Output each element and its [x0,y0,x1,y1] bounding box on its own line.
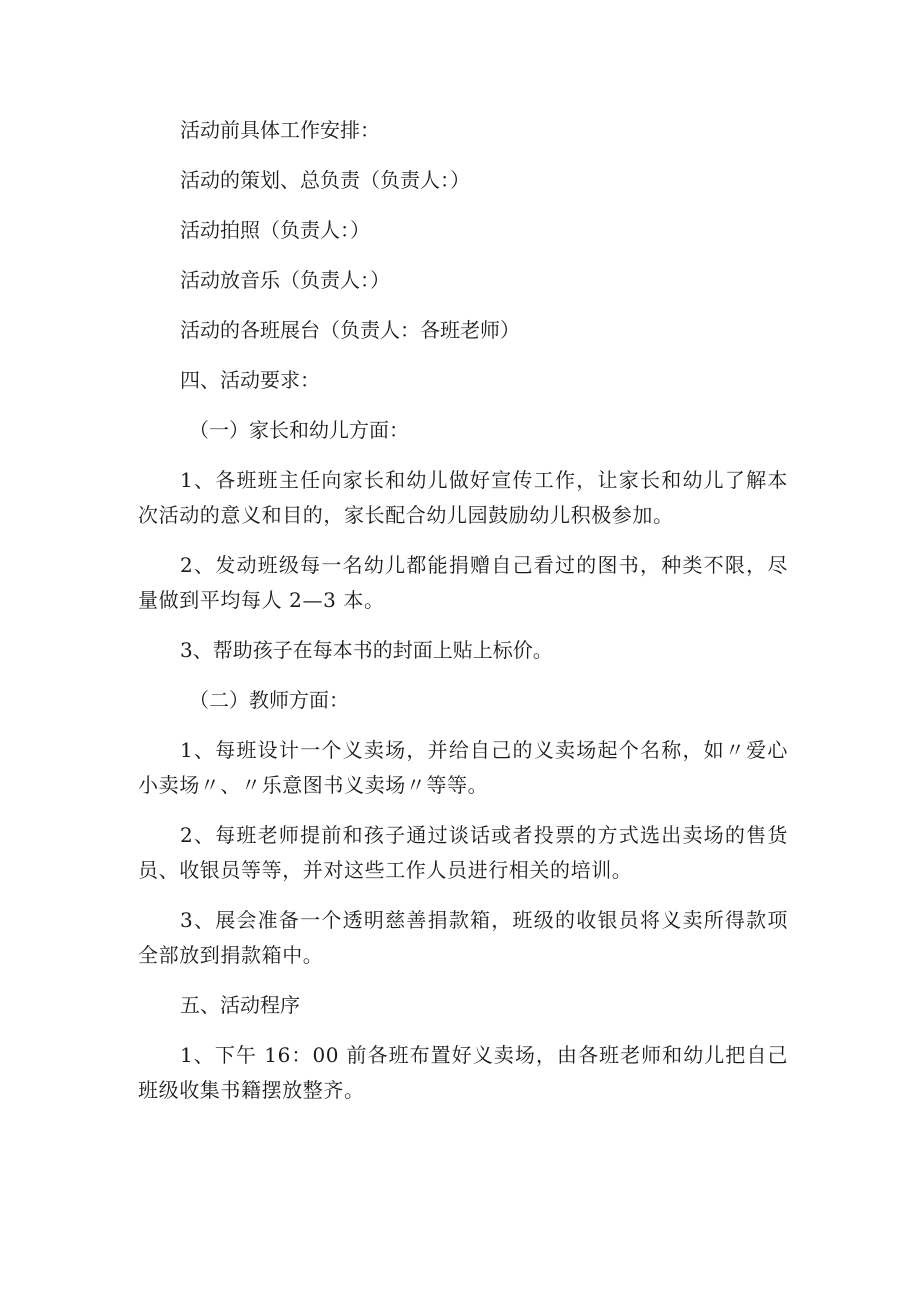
paragraph-teachers-item-3: 3、展会准备一个透明慈善捐款箱，班级的收银员将义卖所得款项全部放到捐款箱中。 [138,908,788,967]
paragraph-pre-activity-arrangements: 活动前具体工作安排： [180,118,380,142]
document-body [138,113,788,1123]
section-heading-procedure: 五、活动程序 [180,993,300,1017]
section-heading-requirements: 四、活动要求： [180,368,320,392]
paragraph-teachers-item-1: 1、每班设计一个义卖场，并给自己的义卖场起个名称，如〃爱心小卖场〃、〃乐意图书义卖场〃等等。 [138,738,788,797]
paragraph-class-booths: 活动的各班展台（负责人：各班老师） [180,318,520,342]
paragraph-procedure-item-1: 1、下午 16：00 前各班布置好义卖场，由各班老师和幼儿把自己班级收集书籍摆放整齐。 [138,1043,788,1102]
paragraph-parents-item-1: 1、各班班主任向家长和幼儿做好宣传工作，让家长和幼儿了解本次活动的意义和目的，家长配合幼儿园鼓励幼儿积极参加。 [138,468,788,527]
paragraph-photography: 活动拍照（负责人：） [180,218,370,242]
paragraph-teachers-item-2: 2、每班老师提前和孩子通过谈话或者投票的方式选出卖场的售货员、收银员等等，并对这些工作人员进行相关的培训。 [138,823,788,882]
paragraph-music: 活动放音乐（负责人：） [180,268,390,292]
paragraph-parents-item-2: 2、发动班级每一名幼儿都能捐赠自己看过的图书，种类不限，尽量做到平均每人 2—3 本。 [138,553,788,612]
paragraph-parents-item-3: 3、帮助孩子在每本书的封面上贴上标价。 [180,638,553,662]
paragraph-planning-lead: 活动的策划、总负责（负责人：） [180,168,470,192]
subsection-heading-teachers: （二）教师方面： [189,688,349,712]
subsection-heading-parents-children: （一）家长和幼儿方面： [189,418,409,442]
